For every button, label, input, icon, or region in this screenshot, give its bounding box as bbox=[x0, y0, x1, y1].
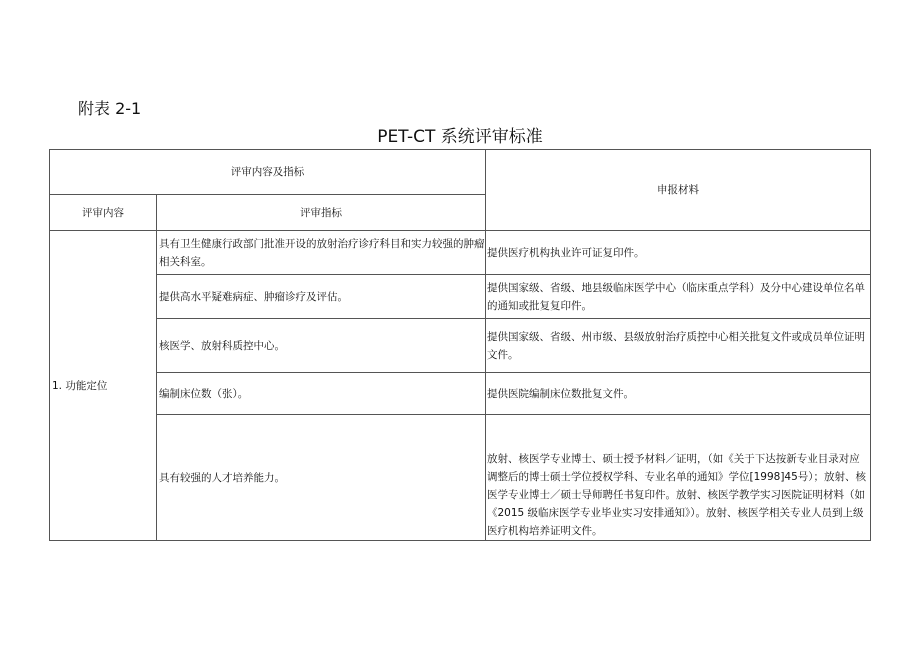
header-row-top bbox=[50, 150, 871, 195]
material-cell: 提供医院编制床位数批复文件。 bbox=[486, 373, 871, 415]
table-row bbox=[50, 373, 871, 415]
material-cell: 提供国家级、省级、地县级临床医学中心（临床重点学科）及分中心建设单位名单的通知或批复复印件。 bbox=[486, 275, 871, 319]
material-cell: 提供国家级、省级、州市级、县级放射治疗质控中心相关批复文件或成员单位证明文件。 bbox=[486, 319, 871, 373]
indicator-cell: 具有卫生健康行政部门批准开设的放射治疗诊疗科目和实力较强的肿瘤相关科室。 bbox=[157, 231, 486, 275]
document-title: PET-CT 系统评审标准 bbox=[377, 127, 543, 147]
header-review-content: 评审内容 bbox=[50, 195, 157, 231]
appendix-label: 附表 2-1 bbox=[78, 99, 142, 118]
indicator-cell: 提供高水平疑难病症、肿瘤诊疗及评估。 bbox=[157, 275, 486, 319]
table-row bbox=[50, 415, 871, 541]
indicator-cell: 编制床位数（张）。 bbox=[157, 373, 486, 415]
material-cell: 提供医疗机构执业许可证复印件。 bbox=[486, 231, 871, 275]
header-review-indicator: 评审指标 bbox=[157, 195, 486, 231]
table-row bbox=[50, 275, 871, 319]
section-label: 1. 功能定位 bbox=[50, 231, 157, 541]
table-row bbox=[50, 231, 871, 275]
header-content-and-indicators: 评审内容及指标 bbox=[50, 150, 486, 195]
material-cell: 放射、核医学专业博士、硕士授予材料／证明，（如《关于下达按新专业目录对应调整后的博士硕士学位授权学科、专业名单的通知》学位[1998]45号）；放射、核医学专业博士／硕士导师聘任书复印件。放射、核医学教学实习医院证明材料（如《2015 级临床医学专业毕业实习安排通知》）。放射、核医学相关专业人员到上级医疗机构培养证明文件。 bbox=[486, 415, 871, 541]
table-row bbox=[50, 319, 871, 373]
indicator-cell: 核医学、放射科质控中心。 bbox=[157, 319, 486, 373]
indicator-cell: 具有较强的人才培养能力。 bbox=[157, 415, 486, 541]
header-declaration-materials: 申报材料 bbox=[486, 150, 871, 231]
review-criteria-table bbox=[49, 149, 871, 541]
